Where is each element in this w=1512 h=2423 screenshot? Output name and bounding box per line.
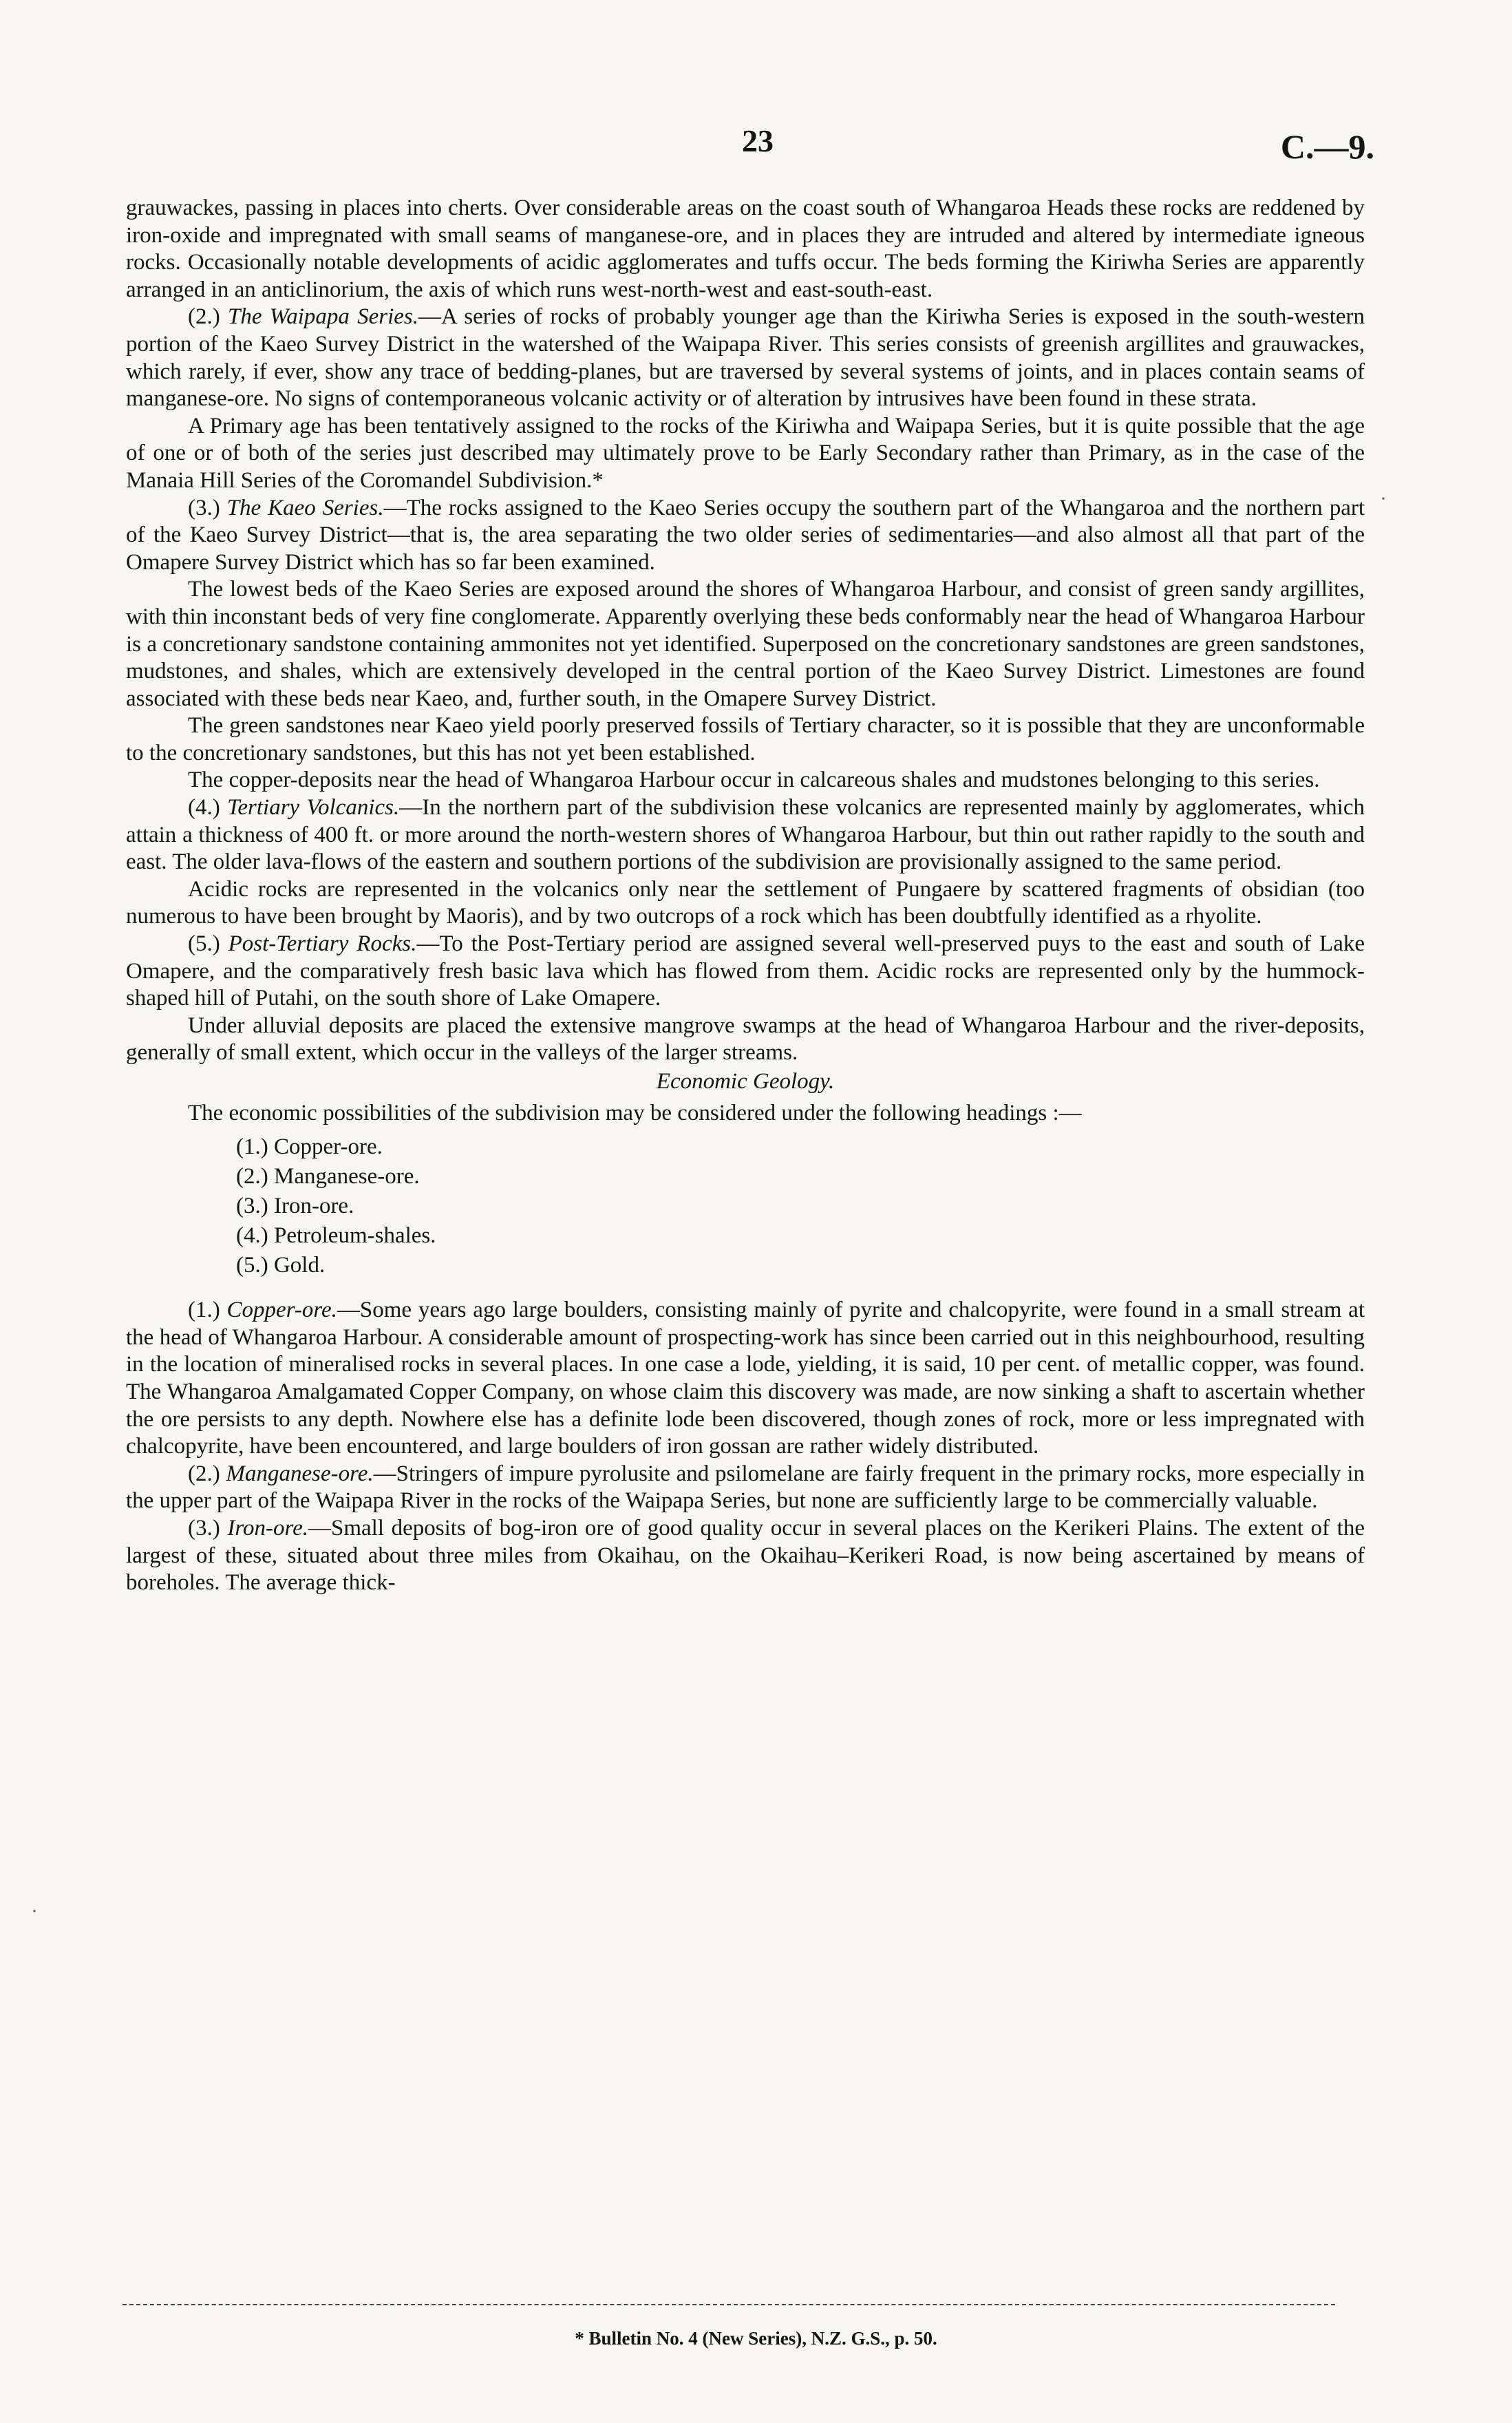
paragraph-iron-ore: (3.) Iron-ore.—Small deposits of bog-iron ore of good quality occur in several places on the Kerikeri Plains. The extent of the largest of these, situated about three miles from Okaihau, on the Okaihau–Kerikeri Road, is now being ascertained by means of boreholes. The average thick- bbox=[126, 1515, 1365, 1596]
paragraph-kaeo-series: (3.) The Kaeo Series.—The rocks assigned to the Kaeo Series occupy the southern part of the Whangaroa and the northern part of the Kaeo Survey District—that is, the area separating the two older series of sedimentaries—and also almost all that part of the Omapere Survey District which has so far been examined. bbox=[126, 495, 1365, 575]
footnote-rule bbox=[123, 2304, 1335, 2305]
paragraph-kiriwha-continued: grauwackes, passing in places into cherts. Over considerable areas on the coast south of Whangaroa Heads these rocks are reddened by iron-oxide and impregnated with small seams of manganese-ore, and in places they are intruded and altered by intermediate igneous rocks. Occasionally notable developments of acidic agglomerates and tuffs occur. The beds forming the Kiriwha Series are apparently arranged in an anticlinorium, the axis of which runs west-north-west and east-south-east. bbox=[126, 195, 1365, 302]
paragraph-green-sandstones: The green sandstones near Kaeo yield poorly preserved fossils of Tertiary character, so it is possible that they are unconformable to the concretionary sandstones, but this has not yet been established. bbox=[126, 713, 1365, 765]
paragraph-post-tertiary: (5.) Post-Tertiary Rocks.—To the Post-Tertiary period are assigned several well-preserved puys to the east and south of Lake Omapere, and the comparatively fresh basic lava which has flowed from them. Acidic rocks are represented only by the hummock-shaped hill of Putahi, on the south shore of Lake Omapere. bbox=[126, 931, 1365, 1011]
paragraph-lowest-beds: The lowest beds of the Kaeo Series are exposed around the shores of Whangaroa Harbour, and consist of green sandy argillites, with thin inconstant beds of very fine conglomerate. Apparently overlying these beds conformably near the head of Whangaroa Harbour is a concretionary sandstone containing ammonites not yet identified. Superposed on the concretionary sandstones are green sandstones, mudstones, and shales, which are extensively developed in the central portion of the Kaeo Survey District. Limestones are found associated with these beds near Kaeo, and, further south, in the Omapere Survey District. bbox=[126, 577, 1365, 711]
footnote: * Bulletin No. 4 (New Series), N.Z. G.S., p. 50. bbox=[575, 2328, 937, 2349]
margin-dot-mark: · bbox=[1380, 487, 1387, 510]
paragraph-primary-age: A Primary age has been tentatively assigned to the rocks of the Kiriwha and Waipapa Series, but it is quite possible that the age of one or of both of the series just described may ultimately prove to be Early Secondary rather than Primary, as in the case of the Manaia Hill Series of the Coromandel Subdivision.* bbox=[126, 413, 1365, 493]
subsection-title: The Kaeo Series. bbox=[226, 495, 384, 520]
list-item: (4.) Petroleum-shales. bbox=[236, 1223, 436, 1249]
paragraph-copper-ore: (1.) Copper-ore.—Some years ago large boulders, consisting mainly of pyrite and chalcopyrite, were found in a small stream at the head of Whangaroa Harbour. A considerable amount of prospecting-work has since been carried out in this neighbourhood, resulting in the location of mineralised rocks in several places. In one case a lode, yielding, it is said, 10 per cent. of metallic copper, was found. The Whangaroa Amalgamated Copper Company, on whose claim this discovery was made, are now sinking a shaft to ascertain whether the ore persists to any depth. Nowhere else has a definite lode been discovered, though zones of rock, more or less impregnated with chalcopyrite, have been encountered, and large boulders of iron gossan are rather widely distributed. bbox=[126, 1298, 1365, 1459]
headings-list bbox=[236, 1132, 1365, 1280]
subsection-title: Post-Tertiary Rocks. bbox=[228, 931, 417, 957]
subsection-title: Iron-ore. bbox=[227, 1515, 308, 1541]
list-item: (1.) Copper-ore. bbox=[236, 1134, 383, 1160]
paragraph-alluvial-deposits: Under alluvial deposits are placed the extensive mangrove swamps at the head of Whangaroa Harbour and the river-deposits, generally of small extent, which occur in the valleys of the larger streams. bbox=[126, 1013, 1365, 1066]
paragraph-copper-deposits: The copper-deposits near the head of Whangaroa Harbour occur in calcareous shales and mudstones belonging to this series. bbox=[188, 768, 1320, 793]
paragraph-economic-intro: The economic possibilities of the subdivision may be considered under the following headings :— bbox=[188, 1100, 1082, 1125]
paragraph-waipapa-series: (2.) The Waipapa Series.—A series of rocks of probably younger age than the Kiriwha Series is exposed in the south-western portion of the Kaeo Survey District in the watershed of the Waipapa River. This series consists of greenish argillites and grauwackes, which rarely, if ever, show any trace of bedding-planes, but are traversed by several systems of joints, and in places contain seams of manganese-ore. No signs of contemporaneous volcanic activity or of alteration by intrusives have been found in these strata. bbox=[126, 304, 1365, 412]
section-heading-economic-geology: Economic Geology. bbox=[656, 1069, 835, 1094]
paragraph-manganese-ore: (2.) Manganese-ore.—Stringers of impure pyrolusite and psilomelane are fairly frequent in the primary rocks, more especially in the upper part of the Waipapa River in the rocks of the Waipapa Series, but none are sufficiently large to be commercially valuable. bbox=[126, 1461, 1365, 1514]
paragraph-acidic-rocks: Acidic rocks are represented in the volcanics only near the settlement of Pungaere by scattered fragments of obsidian (too numerous to have been brought by Maoris), and by two outcrops of a rock which has been doubtfully identified as a rhyolite. bbox=[126, 876, 1365, 929]
paragraph-tertiary-volcanics: (4.) Tertiary Volcanics.—In the northern part of the subdivision these volcanics are represented mainly by agglomerates, which attain a thickness of 400 ft. or more around the north-western shores of Whangaroa Harbour, but thin out rather rapidly to the south and east. The older lava-flows of the eastern and southern portions of the subdivision are provisionally assigned to the same period. bbox=[126, 795, 1365, 875]
list-item: (3.) Iron-ore. bbox=[236, 1194, 354, 1219]
margin-dot-mark: · bbox=[31, 1900, 38, 1923]
subsection-title: Tertiary Volcanics. bbox=[227, 795, 400, 821]
body-text bbox=[126, 195, 1365, 1597]
subsection-title: The Waipapa Series. bbox=[227, 304, 419, 330]
subsection-title: Manganese-ore. bbox=[226, 1461, 374, 1486]
page-header bbox=[0, 123, 1512, 164]
subsection-title: Copper-ore. bbox=[226, 1298, 337, 1323]
list-item: (2.) Manganese-ore. bbox=[236, 1164, 420, 1189]
page-number: 23 bbox=[742, 123, 774, 158]
document-code: C.—9. bbox=[1280, 127, 1374, 166]
list-item: (5.) Gold. bbox=[236, 1253, 326, 1278]
